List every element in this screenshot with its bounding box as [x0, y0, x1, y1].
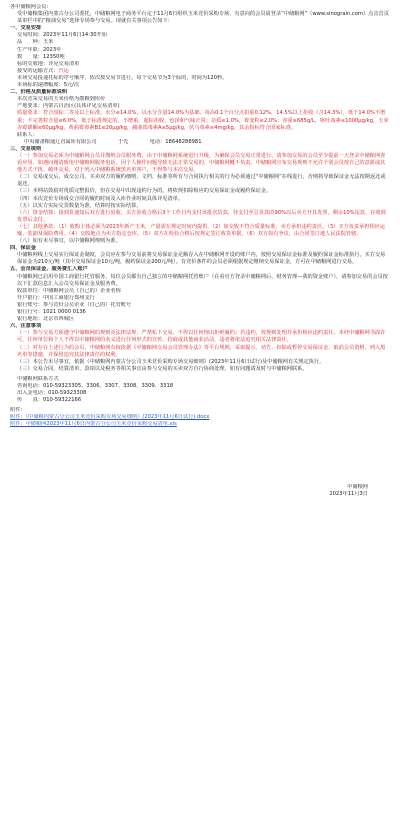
trading-arrangement-list	[10, 32, 390, 89]
trading-rule-item: （六）资金结算：接到货通知后双方进行验收，买方验收合格后3个工作日内支付该批次货款，待支付至总货款的90%以后卖方开具发票，剩余10%尾款，在收到发票后支付。	[17, 209, 386, 223]
trading-rule-item: （三）本网站鼓励对优质完整报价，但在交易中出现违约行为的，将依规扣除相应的交易保证金或履约保证金。	[17, 188, 272, 195]
trading-arrangement-item: 品 种：玉米	[17, 39, 54, 46]
notes-list	[10, 330, 390, 373]
trading-arrangement-item: 本场标的递增幅度：5元/次	[17, 82, 80, 89]
section-title-trading: 一、交易安排	[10, 25, 42, 32]
section-title-deposit: 四、保证金	[10, 245, 36, 252]
section-title-notes: 六、注意事项	[10, 323, 42, 330]
trading-rule-item: （五）以实方实际交货数量为准，结算时按实际结算。	[17, 202, 142, 209]
trading-rule-item: （八）如有未尽事宜，以中储粮网规则为准。	[17, 238, 121, 245]
contact-person: 于先	[117, 138, 129, 145]
note-item: （二）对存在上述行为的会员，中储粮网有权依据《中储粮网交易会员管理办法》等平台规则，采取提示、劝告、扣除或暂停交易保证金、取消会员资格、列入黑名单等措施，并保留追究其法律责任的权利。	[17, 344, 386, 358]
attachment-link[interactable]: 附件：中储粮网2023年11月6日内蒙古分公司玉米竞价采购交易清单.xls	[10, 421, 177, 428]
trading-rules-list	[10, 153, 390, 245]
contact-info-line: 出入金电话：010-59323308	[17, 390, 87, 397]
attachments-label: 附件：	[10, 407, 26, 414]
bank-account-line: 银行账号：参与竞价会员企业（自己的）托管账号	[17, 301, 132, 308]
contact-info-line: 咨询电话：010-59323305、3306、3307、3308、3309、3318	[17, 382, 174, 389]
trading-rule-item: （四）本次竞价专场成交合同的履约时间及入库作业时间具体详见清单。	[17, 195, 184, 202]
note-item: （三）本公告未尽事宜，依据《中储粮网内蒙古分公司玉米竞价采购专场交易细则》(2023年11月6日试行)及中储粮网有关规定执行。	[17, 358, 325, 365]
quality-requirement: 质量要求：符合国标二等及以上标准，水分≤14.0%，以水分含量14.0%为基础，每高0.1个百分点扣重0.12%，14.5%以上拒收（含14.3%），低于14.0%不增重；不完善粒含量≤6.0%，低于标准规定的，不增重，超标拒收，色泽和气味正常；杂质≤1.0%，霉变粒≤2.0%；容重≥685g/L，呕吐毒素≤1000μg/kg，玉米赤霉烯酮≤60μg/kg，黄曲霉毒素B1≤20μg/kg，赭曲霉毒素A≤5μg/kg，伏马毒素≤4mg/kg，其余指标符合国家标准。	[17, 110, 389, 131]
greeting: 各中储粮网会员：	[10, 4, 52, 10]
deposit-text: 中储粮网线上交易实行保证金制度，会员应在参与交易前将交易保证金足额存入在中储粮网开设的账户内，按照交易保证金标准及履约保证金标准执行，买方交易保证金为210元/吨（其中交易保证金10元/吨，履约保证金200元/吨）。有竞价条件的会员必须根据规定缴纳交易保证金，方可在中储粮网进行交易。	[17, 252, 386, 266]
attachments-list	[10, 414, 390, 428]
attachment-link[interactable]: 附件：《中储粮内蒙古分公司玉米竞价采购专场交易细则》(2023年11月6日试行).docx	[10, 414, 210, 421]
bank-account-line: 银行地址：北京市西城区	[17, 316, 75, 323]
section-title-rules: 三、交易规则	[10, 145, 42, 152]
transport-value: 汽运	[58, 67, 69, 74]
contact-label: 联系人：	[17, 131, 38, 138]
note-item: （三）交易合同、结算清单、款项以及税务等相关事宜由参与交易的买卖双方自行协商处理，如有问题请及时与中储粮网联系。	[17, 365, 308, 372]
bank-account-line: 银行行号：1021 0000 0136	[17, 309, 86, 316]
contact-section-title: 中储粮网联系方式	[17, 375, 59, 382]
trading-arrangement-item	[10, 68, 390, 75]
publish-date: 2023年11月3日	[329, 490, 368, 497]
trading-arrangement-item: 标的交收地：详见交易清单	[17, 60, 80, 67]
bank-account-line: 开户银行：中国工商银行郑州支行	[17, 294, 95, 301]
bank-account-line: 收款单位：中储粮网会员（自己的）企业名称	[17, 287, 121, 294]
trading-rule-item: （一）参加交易必须为中储粮网会员并缴纳会员服务费，由于中储粮网系统进行升级，为确保会员交易正常进行，请参加交易的会员至少提前一天登录中储粮网查看应用，如遇问题请致电中储粮网服务电话。因个人操作问题导致无法正常交易的，中储粮网概不负责。中储粮网宣布交易规则不允许个别会员按自己的意愿或其他方式干扰、破坏交易，对于列入中储粮系统黑名单客户，不得参与本次交易。	[17, 152, 386, 174]
signature: 中储粮网	[347, 483, 368, 490]
trading-arrangement-item: 交易时间：2023年11月6日14:30开始	[17, 32, 107, 39]
contact-info-lines	[10, 383, 390, 404]
contact-company: 中央储备粮通辽直属库有限公司	[24, 138, 97, 145]
trading-arrangement-item: 本场交易投递托标的序号顺序，依次按交易节进行。每个交易节为3个标的，时间为120秒。	[17, 74, 228, 81]
price-basis-text: 本次竞采交易的玉米价格为散粮到库价	[17, 96, 106, 103]
contact-info-line: 传 真：010-59322166	[17, 397, 82, 404]
note-item: （一）参与交易方须遵守中储粮网的规则及法律法规，严禁私下交易，不得以任何理由拒绝履约；若违约，按规则处理并承担相应违约责任。未经中储粮网书面许可，任何单位和个人不得以中储粮网的名义进行任何形式的宣传、招商或其他商业活动，违者将依法追究相关法律责任。	[17, 330, 386, 344]
origin-requirement: 产地要求：内蒙古自治区(具体详见交易清单)	[17, 103, 120, 110]
bank-account-lines	[10, 288, 390, 323]
trading-arrangement-item: 生产年限：2023年	[17, 46, 62, 53]
section-title-price: 二、价格及质量标准说明	[10, 89, 68, 96]
trading-rule-item: （二）交易成交后，成交公司、买卖双方的履约细则、文档、标准等所有与合同执行相关的行为必须通过“中储粮网”在线进行，否则将导致保证金无法按期返还或退还。	[17, 174, 386, 188]
trading-rule-item: （七）其他条款：（1）收购主体必须为2023年新产玉米，产量需在规定时间内提供。（2）如交收不符合质量标准，卖方承担违约责任。（3）买方负责承担相应运输、装卸及保险费用。（4）交收地点为卖方指定仓库。（5）双方在检验合格后按规定签订收货单据。（6）双方如有争议，由合同签订地人民法院管辖。	[17, 223, 386, 237]
section-title-account: 五、会员保证金、服务费汇入账户	[10, 266, 88, 273]
intro-paragraph: 受中储粮集团内蒙古分公司委托，中储粮网电子商务平台定于11月6日组织玉米竞价采购专场，有意向的会员请登录“中储粮网”（www.sinograin.com）点击首页菜单栏中的“粮油交易”选择专场参与交易。现就有关事项公告如下：	[17, 11, 389, 25]
account-text: 中储粮网已启用中国工商银行托管服务，每位会员都有自己独立的中储粮网托管账户（在看官方登录中储粮网后，财务管理—我的资金账户），请参加交易的会员按以下汇款信息汇入会员交易保证金及服务费。	[17, 273, 388, 287]
contact-phone: 电话：18648288981	[149, 138, 202, 145]
trading-arrangement-item: 数 量：12350吨	[17, 53, 65, 60]
contact-row	[10, 139, 390, 146]
transport-label: 接受的运输方式：	[17, 67, 59, 74]
